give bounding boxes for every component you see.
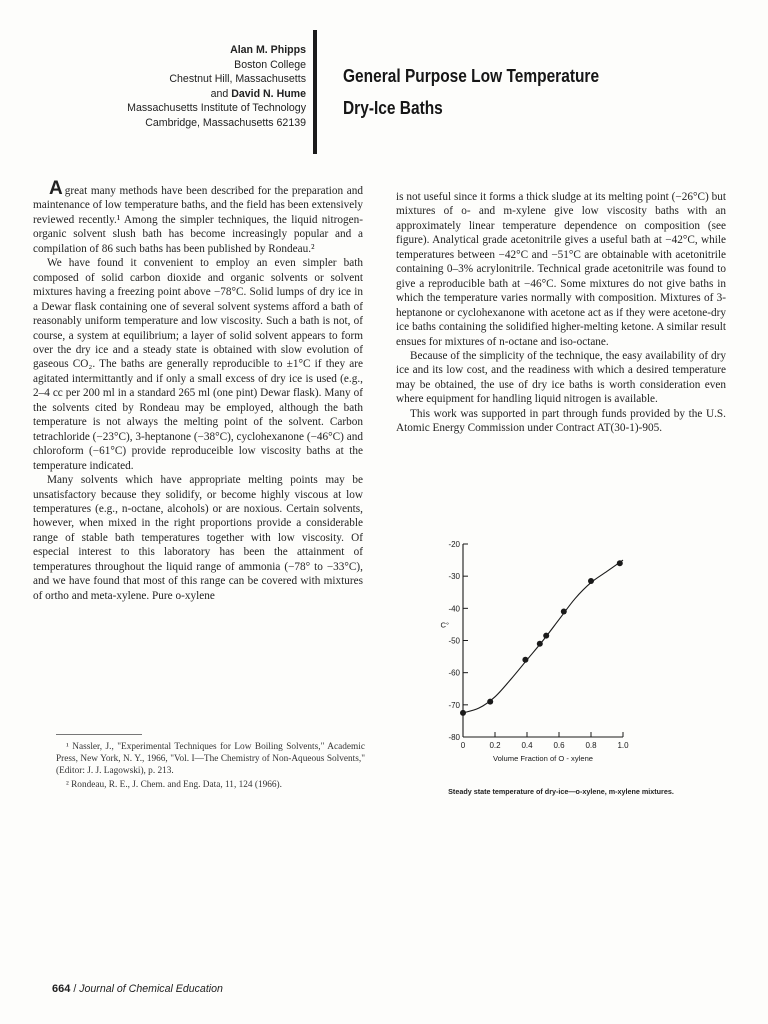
title-line: Dry-Ice Baths [343,98,443,118]
data-point [487,699,493,705]
fit-curve [463,560,623,713]
temperature-chart [418,532,648,777]
header-divider [313,30,317,154]
paragraph: This work was supported in part through funds provided by the U.S. Atomic Energy Commission under Contract AT(30-1)-905. [396,407,726,435]
author-block [46,43,306,131]
footnotes [56,741,365,792]
affiliation-line: Massachusetts Institute of Technology [127,102,306,115]
x-axis-label: Volume Fraction of O - xylene [492,754,594,763]
author-line [46,87,306,102]
title-line: General Purpose Low Temperature [343,66,600,86]
paragraph [33,178,363,256]
right-column [396,190,726,436]
figure-caption: Steady state temperature of dry-ice—o-xylene, m-xylene mixtures. [448,787,674,796]
chart-labels-group [440,540,629,763]
left-column [33,178,363,603]
article-title [343,60,653,124]
data-point [617,560,623,566]
paragraph: Many solvents which have appropriate melting points may be unsatisfactory because they solidify, or become highly viscous at low temperatures (e.g., n-octane, alcohols) or are noxious. Certain solvents, however, when mixed in the right proportions provide a considerable range of stable bath temperatures together with low viscosity. Of especial interest to this laboratory has been the attainment of temperatures throughout the liquid range of ammonia (−78° to −33°C), and we have found that most of this range can be covered with mixtures of ortho and meta-xylene. Pure o-xylene [33,474,363,602]
chart-curve-group [463,560,623,713]
x-tick-label: 0.8 [585,741,597,750]
paragraph: is not useful since it forms a thick sludge at its melting point (−26°C) but mixtures of o- and m-xylene give low viscosity baths with an approximately linear temperature dependence on composition (see figure). Analytical grade acetonitrile gives a useful bath at −42°C, while temperatures between −42°C and −51°C are obtainable with acetonitrile containing 0–3% acrylonitrile. Technical grade acetonitrile was found to give a reproducible bath at −46°C. Some mixtures do not give baths in which the temperature varies normally with composition. Mixtures of 3-heptanone or cyclohexanone with acetone act as if they were acetone-dry ice baths containing the solidified higher-melting ketone. A similar result ensues for mixtures of n-octane and iso-octane. [396,191,726,348]
y-tick-label: -40 [448,604,460,614]
y-axis-label: C° [440,620,449,630]
x-tick-label: 0.6 [553,741,565,750]
footer-separator: / [73,983,77,995]
x-tick-label: 0.4 [521,741,533,750]
author-name: Alan M. Phipps [230,44,306,56]
affiliation-line: Chestnut Hill, Massachusetts [169,73,306,86]
affiliation-line: Cambridge, Massachusetts 62139 [145,116,306,129]
data-point [522,657,528,663]
author-name: David N. Hume [231,87,306,100]
x-tick-label: 0 [460,741,466,750]
paragraph-text: great many methods have been described for the preparation and maintenance of low temperature baths, and the field has been extensively reviewed recently.¹ Among the simpler techniques, the liquid nitrogen-organic solvent slush bath has become increasingly popular and a compilation of 86 such baths has been published by Rondeau.² [33,185,363,255]
data-point [460,710,466,716]
y-tick-label: -70 [448,700,460,710]
data-point [537,641,543,647]
data-point [543,633,549,639]
chart-points-group [460,560,623,716]
y-tick-label: -80 [448,733,460,742]
data-point [588,578,594,584]
affiliation-line: Boston College [234,58,306,71]
data-point [561,609,567,615]
footnote-divider [56,734,142,735]
page-number: 664 [52,983,71,995]
footnote: ¹ Nassler, J., "Experimental Techniques for Low Boiling Solvents," Academic Press, New York, N. Y., 1966, "Vol. I—The Chemistry of Non-Aqueous Solvents," (Editor: J. J. Lagowski), p. 213. [56,742,365,777]
y-tick-label: -60 [448,668,460,678]
paragraph: Because of the simplicity of the technique, the easy availability of dry ice and its low cost, and the readiness with which a desired temperature may be obtained, the use of dry ice baths is worth consideration even where equipment for handling liquid nitrogen is available. [396,349,726,406]
y-tick-label: -20 [448,540,460,549]
x-tick-label: 0.2 [489,741,501,750]
page-footer [52,983,223,995]
journal-name: Journal of Chemical Education [79,983,223,995]
and-word: and [210,87,229,100]
drop-cap: A [49,178,63,199]
y-tick-label: -30 [448,572,460,582]
y-tick-label: -50 [448,636,460,646]
x-tick-label: 1.0 [617,741,629,750]
footnote: ² Rondeau, R. E., J. Chem. and Eng. Data, 11, 124 (1966). [66,779,282,790]
paragraph: We have found it convenient to employ an even simpler bath composed of solid carbon dioxide and organic solvents or solvent mixtures having a freezing point above −78°C. Solid lumps of dry ice in a Dewar flask containing one of several solvent systems afford a bath of reasonably uniform temperature and low viscosity. Such a bath is not, of course, a system at equilibrium; a layer of solid solvent appears to form over the dry ice and a steady state is obtained with slow evolution of gaseous CO₂. The baths are generally reproducible to ±1°C if they are agitated intermittantly and if only a small excess of dry ice is used (e.g., 2–4 cc per 200 ml in a standard 265 ml (one pint) Dewar flask). Many of the solvents cited by Rondeau may be employed, although the bath temperature is not always the melting point of the solvent. Carbon tetrachloride (−23°C), 3-heptanone (−38°C), cyclohexanone (−46°C) and chloroform (−61°C) provide reproduceible low viscosity baths at the temperature indicated. [33,257,363,472]
